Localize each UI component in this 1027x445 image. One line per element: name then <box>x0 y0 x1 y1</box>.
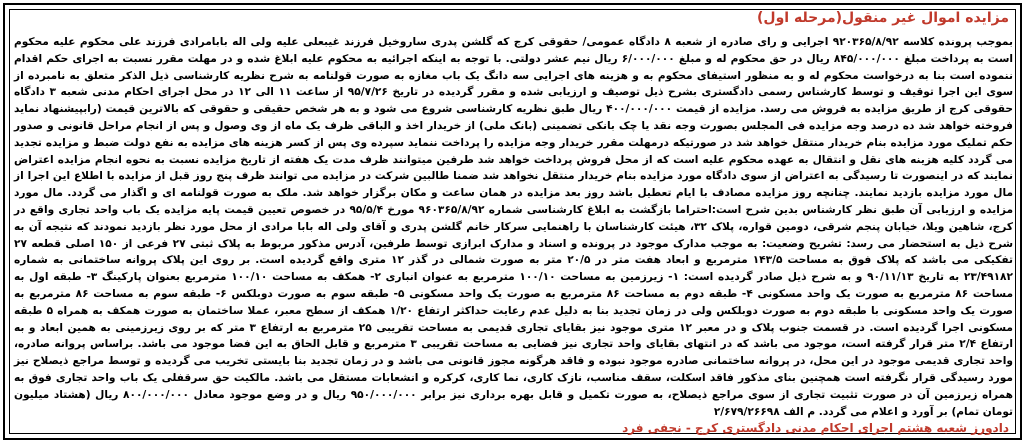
notice-body <box>14 34 1013 420</box>
notice-signature: دادورز شعبه هشتم اجرای احکام مدنی دادگستری کرج - نجفی فرد <box>622 421 1009 435</box>
notice-body-text: بموجب پرونده کلاسه ۹۲۰۳۶۵/۸/۹۲ اجرایی و رای صادره از شعبه ۸ دادگاه عمومی/ حقوقی کرج که گلشن پدری ساروخیل فرزند غیبعلی علیه ولی اله بابامرادی فرزند علی محکوم علیه محکوم است به پرداخت مبلغ ۸۴۵/۰۰۰/۰۰۰ ریال در حق محکوم له و مبلغ ۶/۰۰۰/۰۰۰ ریال نیم عشر دولتی. با توجه به اینکه اجرائیه به محکوم علیه ابلاغ شده و در مهلت مقرر نسبت به اجرای حکم اقدام ننموده است بنا به درخواست محکوم له و به منظور استیفای محکوم به و هزینه های اجرایی سه دانگ یک باب مغازه به صورت قولنامه به شرح نظریه کارشناسی ذیل الذکر متعلق به نامبرده از سوی این اجرا توقیف و توسط کارشناس رسمی دادگستری بشرح ذیل توصیف و ارزیابی شده و مقرر گردیده در تاریخ ۹۵/۷/۲۶ از ساعت ۱۱ الی ۱۲ در محل اجرای احکام مدنی شعبه ۳ دادگاه حقوقی کرج از طریق مزایده به فروش می رسد. مزایده از قیمت ۴۰۰/۰۰۰/۰۰۰ ریال طبق نظریه کارشناسی شروع می شود و به هر شخص حقیقی و حقوقی که بالاترین قیمت (رابپیشنهاد نماید فروخته خواهد شد ده درصد وجه مزایده فی المجلس بصورت وجه نقد یا چک بانکی تضمینی (بانک ملی) از خریدار اخذ و الباقی ظرف یک ماه از وی وصول و پس از انجام مراحل قانونی و صدور حکم تملیک مورد مزایده بنام خریدار منتقل خواهد شد در صورتیکه درمهلت مقرر خریدار وجه مزایده را پرداخت ننماید سپرده وی پس از کسر هزینه های مزایده به نفع دولت ضبط و مزایده تجدید می گردد کلیه هزینه های نقل و انتقال به عهده محکوم علیه است که از محل فروش پرداخت خواهد شد طرفین میتوانند ظرف مدت یک هفته از تاریخ مزایده نسبت به نحوه انجام مزایده اعتراض نمایند که در اینصورت تا رسیدگی به اعتراض از سوی دادگاه مورد مزایده بنام خریدار منتقل نخواهد شد ضمنا طالبین شرکت در مزایده می توانند ظرف پنج روز قبل از مزایده با اطلاع این اجرا از مال مورد مزایده بازدید نمایند. چنانچه روز مزایده مصادف با ایام تعطیل باشد روز بعد مزایده در همان ساعت و مکان برگزار خواهد شد. ملک به صورت قولنامه ای و اگذار می گردد. مال مورد مزایده و ارزیابی آن طبق نظر کارشناس بدین شرح است:احتراما بازگشت به ابلاغ کارشناسی شماره ۹۶۰۳۶۵/۸/۹۲ مورخ ۹۵/۵/۴ در خصوص تعیین قیمت پایه مزایده یک باب واحد تجاری واقع در کرج، شاهین ویلا، خیابان پنجم شرقی، دومین قواره، پلاک ۳۲، هیئت کارشناسان با راهنمایی سرکار خانم گلشن پدری و آقای ولی اله بابا مرادی از محل مورد نظر بازدید نمودند که نتیجه آن به شرح ذیل به استحضار می رسد: تشریح وضعیت: به موجب مدارک موجود در پرونده و اسناد و مدارک ابرازی توسط طرفین، آدرس مذکور مربوط به پلاک ثبتی ۲۷ فرعی از ۱۵۰ اصلی قطعه ۲۷ تفکیکی می باشد که پلاک فوق به مساحت ۱۴۳/۵ مترمربع و ابعاد هفت متر در ۲۰/۵ متر به صورت شمالی در گذر ۱۲ متری واقع گردیده است. بر روی این پلاک پروانه ساختمانی به شماره ۲۳/۴۹۱۸۲ به تاریخ ۹۰/۱۱/۱۳ و به شرح ذیل صادر گردیده است: ۱- زیرزمین به مساحت ۱۰۰/۱۰ مترمربع به عنوان انباری ۲- همکف به مساحت ۱۰۰/۱۰ مترمربع بعنوان پارکینگ ۳- طبقه اول به مساحت ۸۶ مترمربع به صورت یک واحد مسکونی ۴- طبقه دوم به مساحت ۸۶ مترمربع به صورت یک واحد مسکونی ۵- طبقه سوم به صورت دوبلکس ۶- طبقه سوم به مساحت ۸۶ مترمربع به صورت یک واحد مسکونی با طبقه دوم به صورت دوبلکس ولی در زمان تجدید بنا به دلیل عدم رعایت حداکثر ارتفاع ۱/۲۰ همکف از سطح معبر، عملا ساختمان به صورت همکف به همراه ۵ طبقه مسکونی اجرا گردیده است. در قسمت جنوب پلاک و در معبر ۱۲ متری موجود نیز بقایای تجاری قدیمی به مساحت تقریبی ۲۵ مترمربع به ارتفاع ۳ متر که بر روی زیرزمینی به همین ابعاد و به ارتفاع ۲/۴ متر قرار گرفته است، موجود می باشد که در انتهای بقایای واحد تجاری نیز فضایی به مساحت تقریبی ۳ مترمربع و قابل الحاق به این فضا موجود می باشد. براساس پروانه صادره، واحد تجاری قدیمی موجود در این محل، در پروانه ساختمانی صادره موجود نبوده و فاقد هرگونه مجوز قانونی می باشد و در زمان تجدید بنا بایستی تخریب می گردیده و توسط مراجع ذیصلاح نیز مورد رسیدگی قرار نگرفته است همچنین بنای مذکور فاقد اسکلت، سقف مناسب، نازک کاری، نما کاری، کرکره و انشعابات مستقل می باشد. مالکیت حق سرقفلی یک باب واحد تجاری فوق به همراه زیرزمین آن در صورت تثبیت تجاری از سوی مراجع ذیصلاح، به صورت تکمیل و قابل بهره برداری نیز برابر ۹۵۰/۰۰۰/۰۰۰ ریال و در وضع موجود معادل ۸۰۰/۰۰۰/۰۰۰ ریال (هشتاد میلیون تومان تمام) بر آورد و اعلام می گردد. م الف ۲/۶۷۹/۲۶۶۹۸ <box>14 36 1014 418</box>
notice-title: مزایده اموال غیر منقول(مرحله اول) <box>757 10 1009 26</box>
